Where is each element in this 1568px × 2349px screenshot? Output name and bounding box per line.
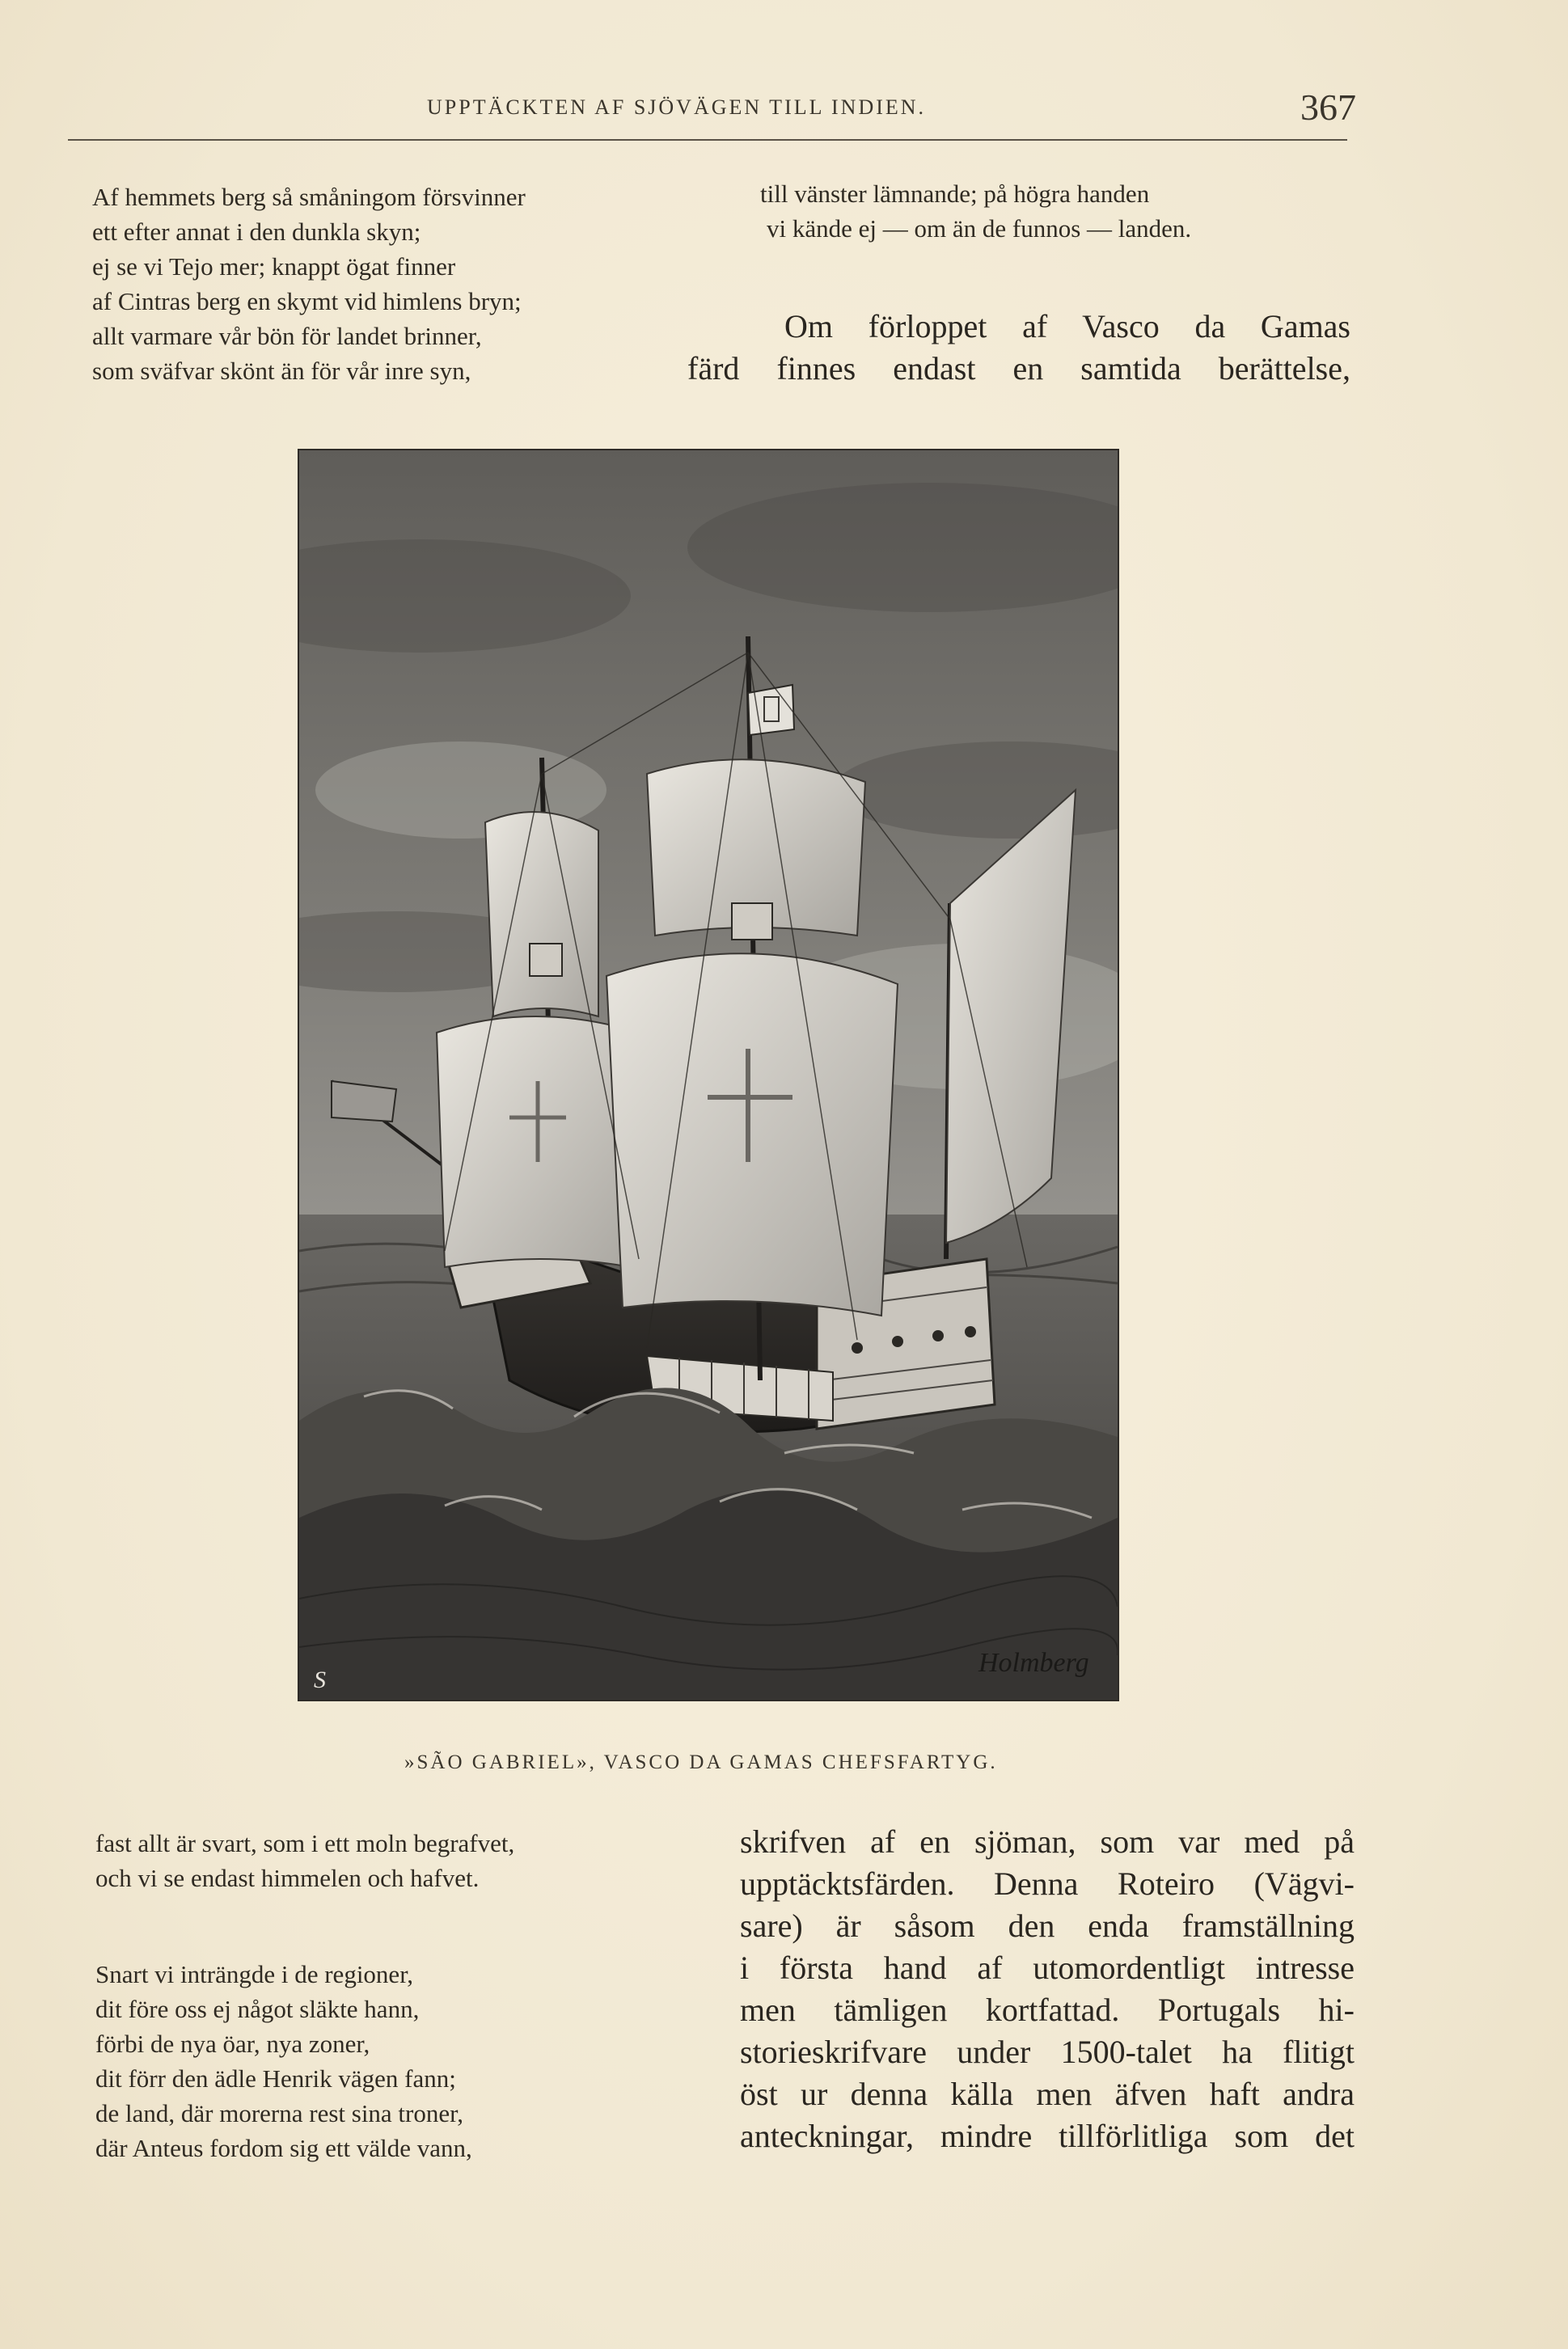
poem-stanza-bottom bbox=[95, 1957, 472, 2165]
poem-line: förbi de nya öar, nya zoner, bbox=[95, 2030, 370, 2058]
poem-line: och vi se endast himmelen och hafvet. bbox=[95, 1864, 480, 1892]
poem-couplet-bottom bbox=[95, 1826, 514, 1895]
poem-line: de land, där morerna rest sina troner, bbox=[95, 2099, 463, 2127]
poem-couplet-top-right bbox=[760, 176, 1191, 246]
prose-line: skrifven af en sjöman, som var med på bbox=[740, 1823, 1355, 1860]
poem-line: där Anteus fordom sig ett välde vann, bbox=[95, 2134, 472, 2162]
poem-line: dit före oss ej något släkte hann, bbox=[95, 1995, 420, 2023]
poem-line: till vänster lämnande; på högra handen bbox=[760, 180, 1150, 208]
prose-line: anteckningar, mindre tillförlitliga som det bbox=[740, 2118, 1355, 2154]
header-rule bbox=[68, 139, 1347, 141]
artist-signature: Holmberg bbox=[978, 1648, 1089, 1678]
prose-line: sare) är såsom den enda framställning bbox=[740, 1908, 1355, 1944]
prose-paragraph-top bbox=[687, 306, 1350, 390]
prose-paragraph-bottom bbox=[740, 1821, 1355, 2157]
prose-line: upptäcktsfärden. Denna Roteiro (Vägvi- bbox=[740, 1865, 1355, 1902]
poem-stanza-top-left bbox=[92, 180, 526, 388]
prose-line: färd finnes endast en samtida berättelse, bbox=[687, 350, 1350, 387]
prose-line: öst ur denna källa men äfven haft andra bbox=[740, 2076, 1355, 2112]
prose-line: Om förloppet af Vasco da Gamas bbox=[784, 308, 1350, 344]
poem-line: dit förr den ädle Henrik vägen fann; bbox=[95, 2064, 456, 2093]
poem-line: som sväfvar skönt än för vår inre syn, bbox=[92, 357, 471, 385]
poem-line: fast allt är svart, som i ett moln begrafvet, bbox=[95, 1829, 515, 1857]
poem-line: Af hemmets berg så småningom försvinner bbox=[92, 183, 526, 211]
page-number: 367 bbox=[1300, 87, 1356, 128]
prose-line: storieskrifvare under 1500-talet ha flitigt bbox=[740, 2034, 1355, 2070]
poem-line: af Cintras berg en skymt vid himlens bryn; bbox=[92, 287, 522, 315]
poem-line: Snart vi inträngde i de regioner, bbox=[95, 1960, 414, 1988]
running-head: UPPTÄCKTEN AF SJÖVÄGEN TILL INDIEN. bbox=[427, 95, 927, 119]
ship-illustration bbox=[298, 449, 1119, 1701]
artist-monogram: S bbox=[314, 1667, 326, 1693]
poem-line: ett efter annat i den dunkla skyn; bbox=[92, 218, 421, 246]
prose-line: i första hand af utomordentligt intresse bbox=[740, 1950, 1355, 1986]
poem-line: vi kände ej — om än de funnos — landen. bbox=[767, 214, 1192, 243]
figure-caption: »SÃO GABRIEL», VASCO DA GAMAS CHEFSFARTYG. bbox=[404, 1751, 998, 1773]
prose-line: men tämligen kortfattad. Portugals hi- bbox=[740, 1992, 1355, 2028]
poem-line: ej se vi Tejo mer; knappt ögat finner bbox=[92, 252, 456, 281]
poem-line: allt varmare vår bön för landet brinner, bbox=[92, 322, 482, 350]
